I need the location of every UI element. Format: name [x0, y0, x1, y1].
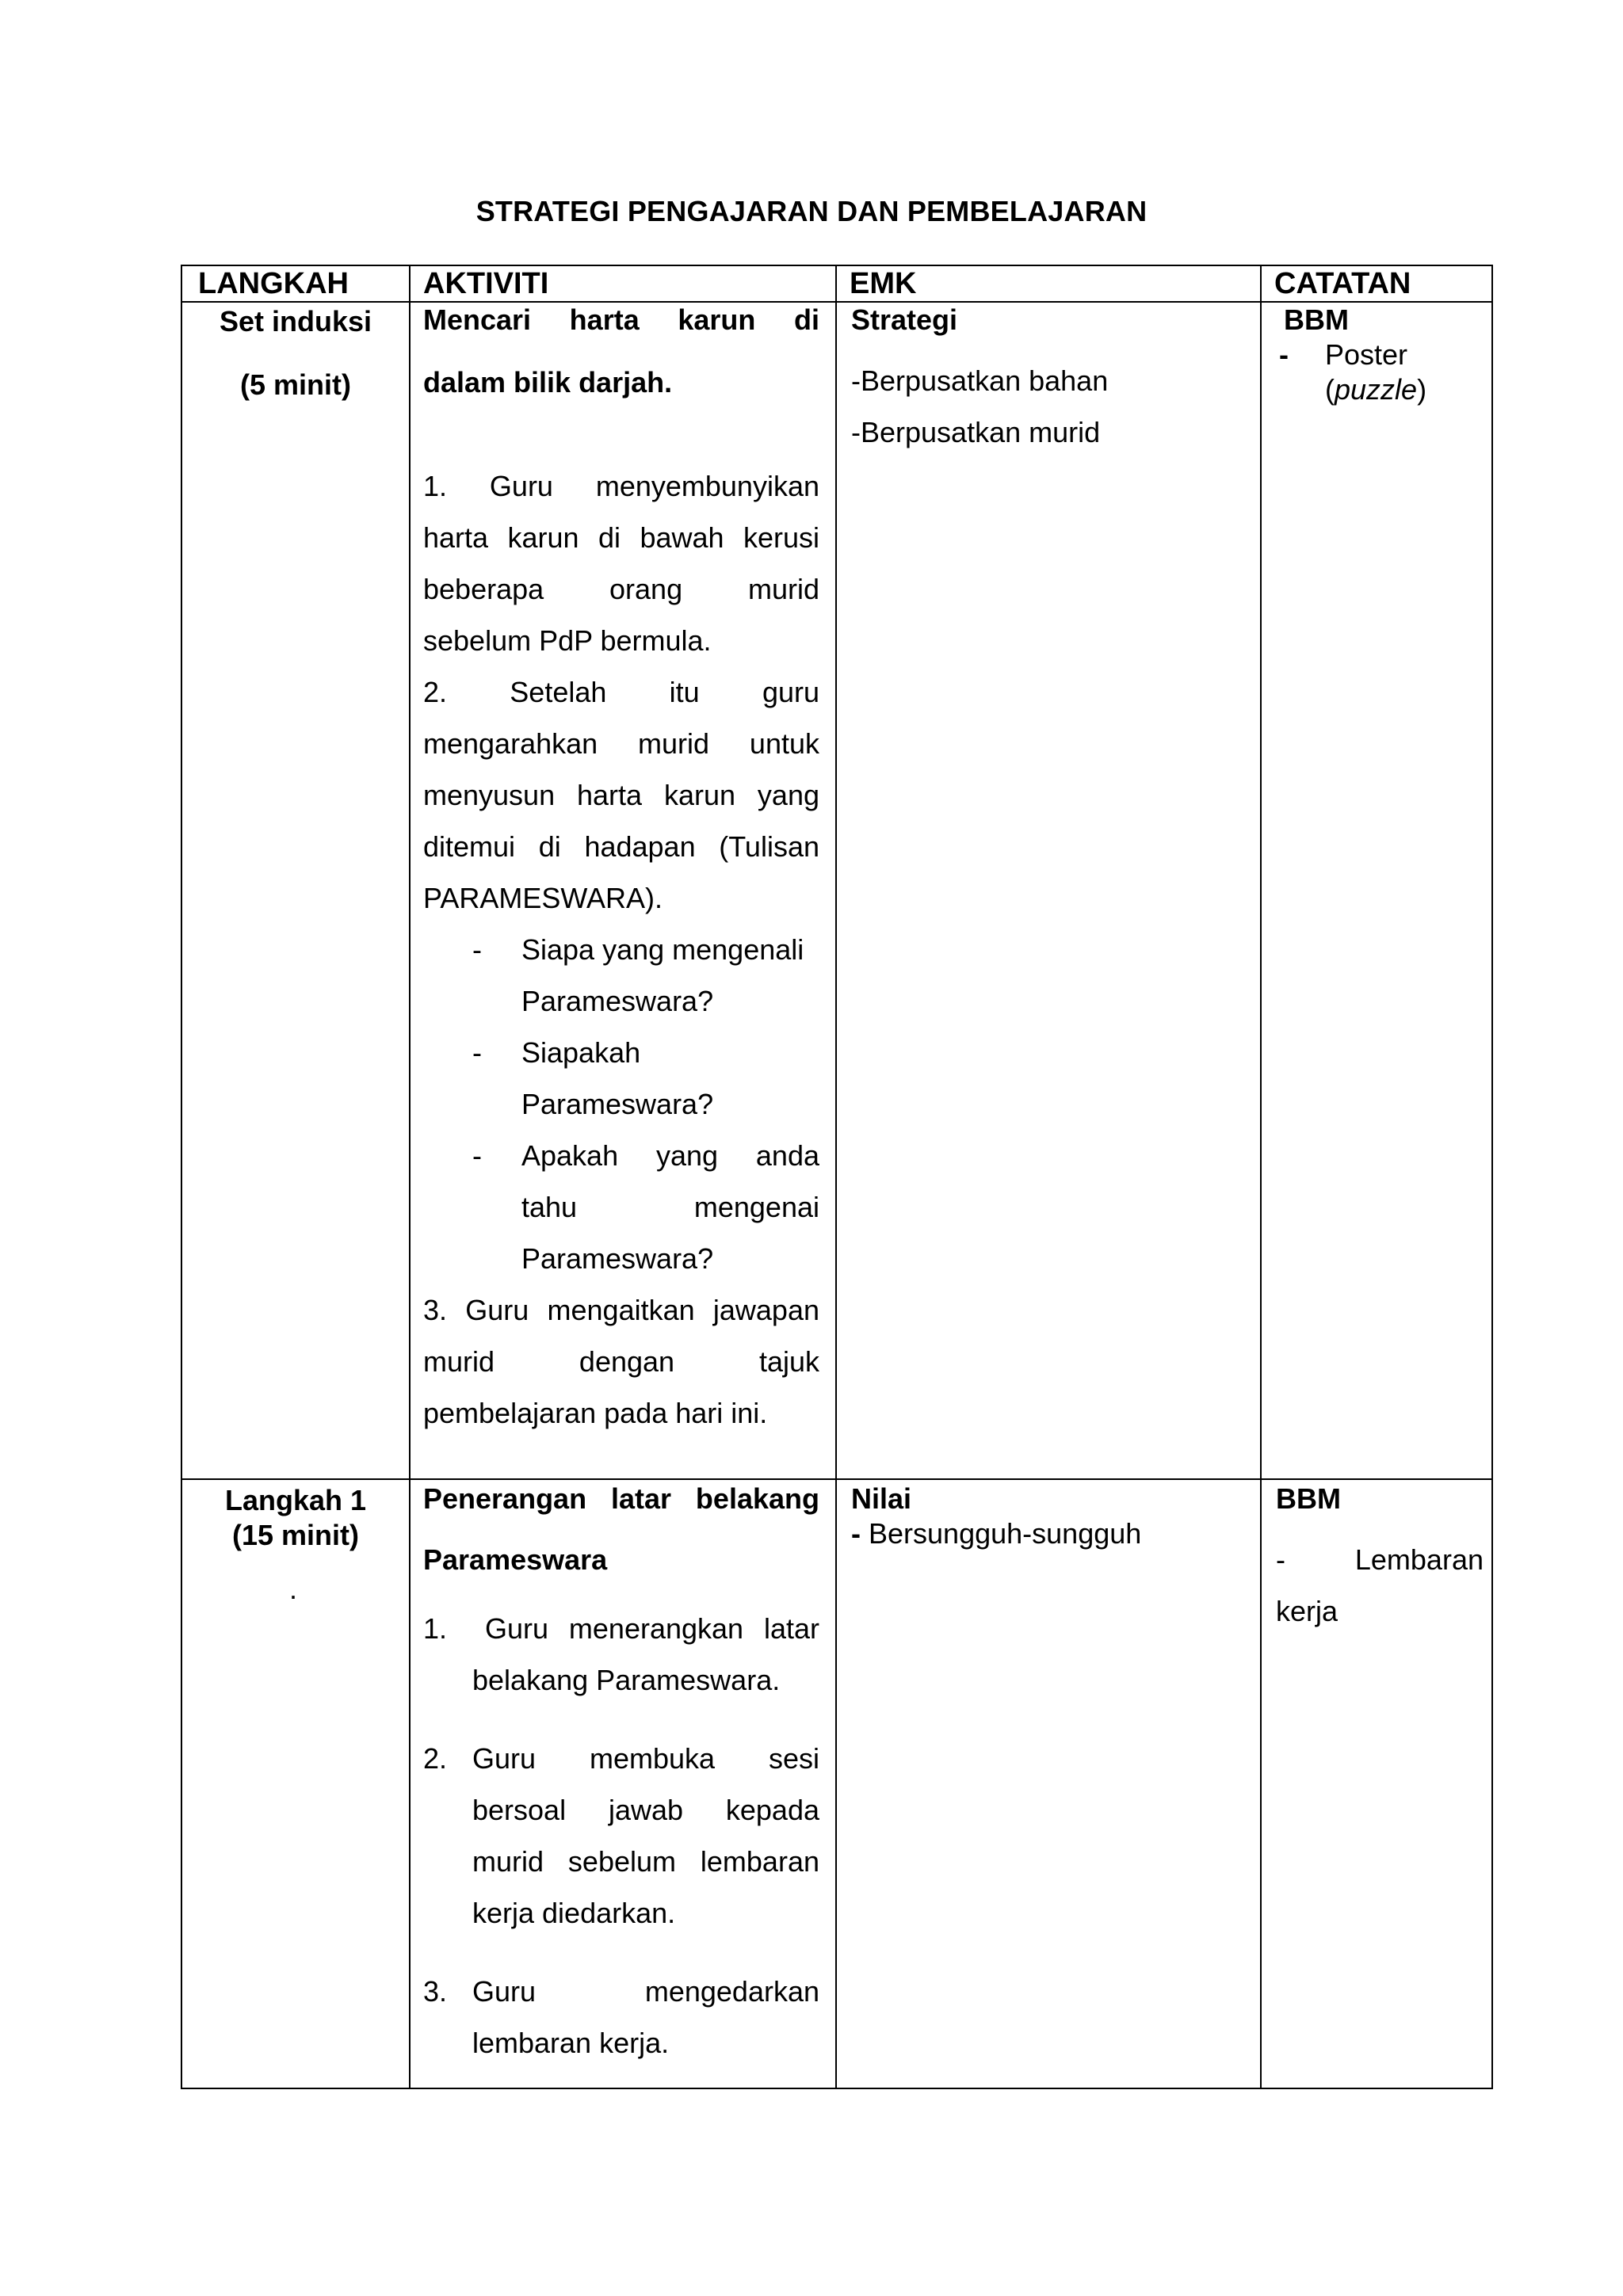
item-number: 3.	[423, 1975, 448, 2008]
row2-catatan-item: - Lembaran	[1276, 1543, 1484, 1576]
row1-bullet	[423, 1130, 819, 1284]
emk-item-text: Bersungguh-sungguh	[869, 1517, 1142, 1550]
item-line: belakang Parameswara.	[472, 1664, 781, 1696]
row1-p2-line: 2. Setelah itu guru	[423, 676, 819, 708]
bullet-dash: -	[472, 1139, 482, 1172]
item-number: 2.	[423, 1742, 448, 1775]
row1-p1-line: 1. Guru menyembunyikan	[423, 470, 819, 502]
row2-langkah-name: Langkah 1	[224, 1484, 367, 1516]
row2-aktiviti-heading-2: Parameswara	[423, 1543, 608, 1576]
row1-p1-line: harta karun di bawah kerusi	[423, 521, 819, 554]
row2-catatan	[1276, 1482, 1484, 1637]
item-number: 1.	[423, 1612, 448, 1645]
item-line: Guru membuka sesi	[472, 1742, 819, 1775]
row1-catatan-item-2	[1276, 372, 1484, 407]
row1-p3-line: 3. Guru mengaitkan jawapan	[423, 1294, 819, 1326]
row1-aktiviti-heading-2: dalam bilik darjah.	[423, 366, 673, 399]
bullet-line: Siapa yang mengenali	[521, 933, 804, 966]
row1-langkah-name: Set induksi	[219, 305, 372, 338]
lesson-table	[181, 265, 1493, 2089]
page-title: STRATEGI PENGAJARAN DAN PEMBELAJARAN	[475, 195, 1148, 227]
row2-emk-heading: Nilai	[851, 1482, 912, 1515]
row1-p2-line: menyusun harta karun yang	[423, 779, 819, 811]
header-aktiviti: AKTIVITI	[423, 267, 549, 300]
row1-p3-line: murid dengan tajuk	[423, 1345, 819, 1378]
row1-catatan-item	[1276, 338, 1484, 372]
row1-p2-line: mengarahkan murid untuk	[423, 727, 819, 760]
col-divider	[1260, 266, 1262, 2088]
item-line: murid sebelum lembaran	[472, 1845, 819, 1878]
paren-open: (	[1325, 373, 1335, 406]
row1-langkah-time: (5 minit)	[240, 368, 351, 401]
paren-close: )	[1417, 373, 1427, 406]
bullet-line: Parameswara?	[521, 985, 714, 1017]
row2-item	[423, 1603, 819, 1706]
row2-item	[423, 1733, 819, 1939]
row2-aktiviti	[423, 1482, 819, 2069]
row1-aktiviti-heading: Mencari harta karun di	[423, 303, 819, 336]
col-divider	[409, 266, 411, 2088]
row1-p1-line: sebelum PdP bermula.	[423, 624, 712, 657]
bullet-line: Apakah yang anda	[521, 1139, 819, 1172]
item-line: Guru mengedarkan	[472, 1975, 819, 2008]
row2-langkah-dot: .	[288, 1573, 297, 1605]
row1-p1-line: beberapa orang murid	[423, 573, 819, 605]
row-divider	[182, 1478, 1491, 1480]
row1-emk-heading: Strategi	[851, 303, 958, 336]
row1-bullet	[423, 924, 819, 1027]
row1-bullet	[423, 1027, 819, 1130]
row2-emk-item	[851, 1516, 1239, 1551]
row2-langkah-time: (15 minit)	[231, 1519, 359, 1551]
row2-catatan-item-2: kerja	[1276, 1595, 1338, 1627]
header-emk: EMK	[850, 267, 917, 300]
item-line: lembaran kerja.	[472, 2027, 670, 2059]
bullet-line: Parameswara?	[521, 1242, 714, 1275]
bullet-line: Parameswara?	[521, 1088, 714, 1120]
row2-item	[423, 1966, 819, 2069]
bullet-dash: -	[472, 933, 482, 966]
row1-p3-line: pembelajaran pada hari ini.	[423, 1397, 768, 1429]
row2-emk	[851, 1482, 1239, 1551]
row2-aktiviti-heading: Penerangan latar belakang	[423, 1482, 819, 1515]
row1-catatan-heading: BBM	[1284, 303, 1349, 336]
row1-aktiviti	[423, 303, 819, 1439]
item-line: Guru menerangkan latar	[485, 1612, 819, 1645]
row2-catatan-heading: BBM	[1276, 1482, 1341, 1515]
bullet-dash: -	[1279, 338, 1289, 371]
row1-emk	[851, 303, 1239, 458]
bullet-line: Siapakah	[521, 1036, 641, 1069]
header-langkah: LANGKAH	[198, 267, 349, 300]
bullet-line: tahu mengenai	[521, 1191, 819, 1223]
row1-p2-line: PARAMESWARA).	[423, 882, 663, 914]
row1-p2-line: ditemui di hadapan (Tulisan	[423, 830, 819, 863]
puzzle-text: puzzle	[1335, 373, 1418, 406]
col-divider	[835, 266, 837, 2088]
row1-emk-item: -Berpusatkan bahan	[851, 364, 1109, 397]
catatan-item-text: Poster	[1325, 338, 1408, 371]
item-line: bersoal jawab kepada	[472, 1794, 819, 1826]
bullet-dash: -	[851, 1517, 861, 1550]
row1-emk-item: -Berpusatkan murid	[851, 416, 1101, 448]
header-catatan: CATATAN	[1274, 267, 1411, 300]
item-line: kerja diedarkan.	[472, 1897, 676, 1929]
bullet-dash: -	[472, 1036, 482, 1069]
row1-catatan	[1276, 303, 1484, 407]
